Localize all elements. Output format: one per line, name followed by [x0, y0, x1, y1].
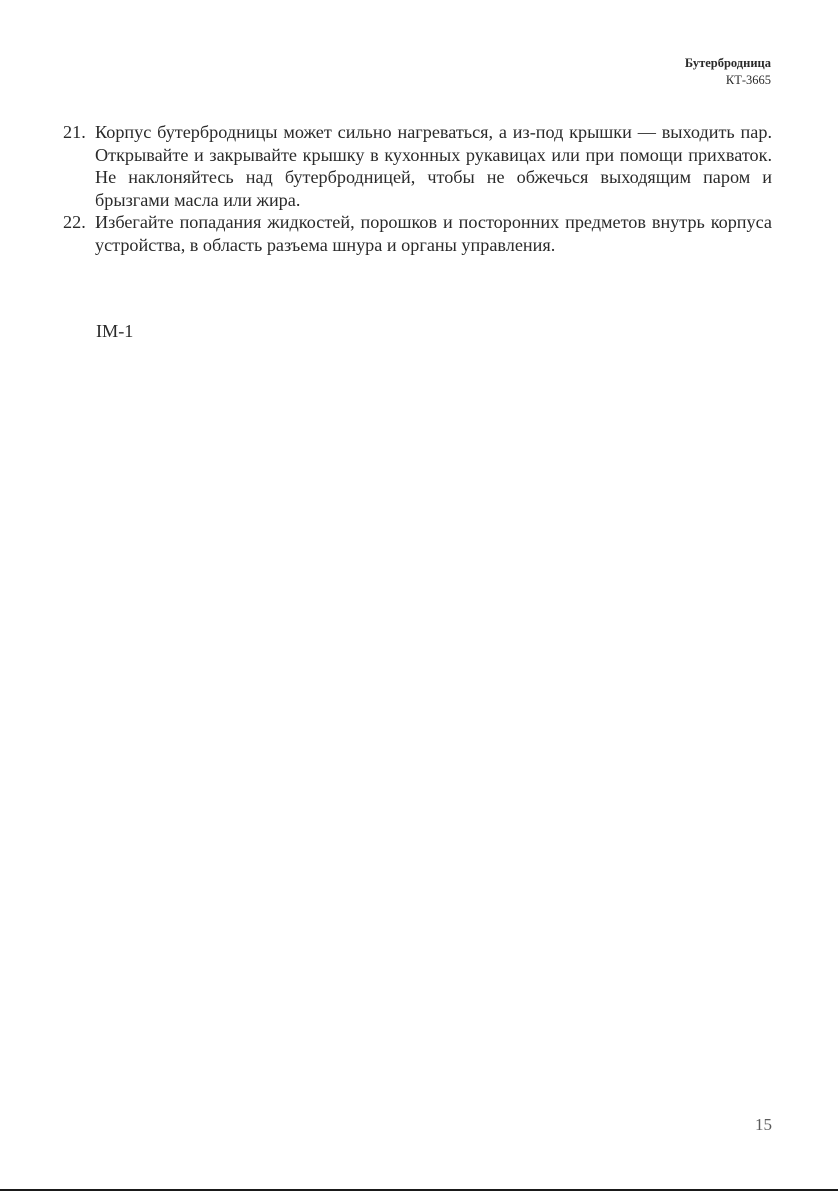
header-title: Бутербродница	[684, 56, 771, 70]
list-item	[63, 121, 772, 211]
running-header	[685, 55, 771, 89]
item-number: 21.	[63, 122, 86, 142]
item-text: Корпус бутербродницы может сильно нагреваться, а из-под крышки — выходить пар. Открывайте и закрывайте крышку в кухонных рукавицах или при помощи прихваток. Не наклоняйтесь над бутербродницей, чтобы не обжечься выходящим паром и брызгами масла или жира.	[95, 122, 772, 210]
list-item	[63, 211, 772, 256]
item-number: 22.	[63, 212, 86, 233]
item-text: Избегайте попадания жидкостей, порошков и посторонних предметов внутрь корпуса устройства, в область разъема шнура и органы управления.	[95, 212, 772, 255]
document-code: IM-1	[96, 321, 134, 341]
safety-instructions-list	[63, 121, 772, 257]
header-model: КТ-3665	[725, 73, 771, 87]
page-number: 15	[755, 1115, 772, 1134]
